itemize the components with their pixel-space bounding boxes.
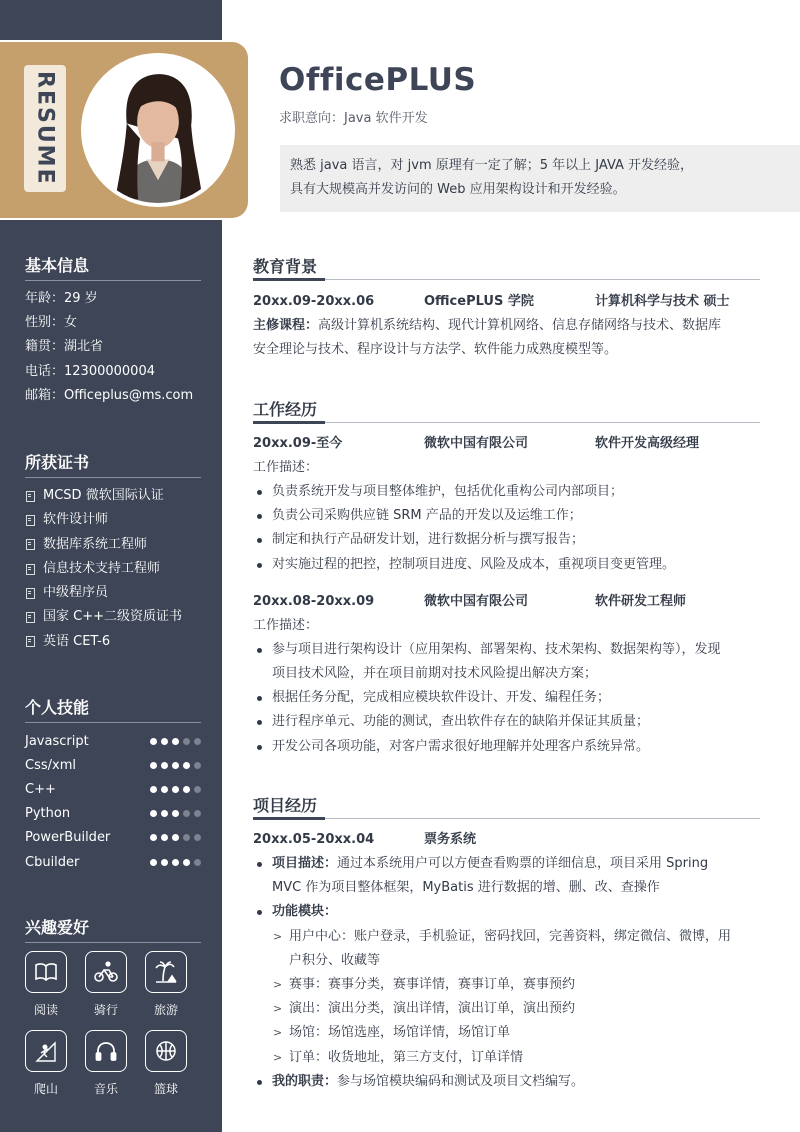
skill-dot: [172, 859, 179, 866]
education-school: OfficePLUS 学院: [424, 294, 534, 309]
skill-name: Javascript: [25, 733, 89, 749]
skill-name: PowerBuilder: [25, 830, 111, 846]
cert-item: 中级程序员: [25, 581, 201, 605]
skill-dot: [194, 834, 201, 841]
hobby-climbing: 爬山: [25, 1030, 67, 1097]
palm-tree-icon: [145, 951, 187, 993]
job-row: [253, 432, 760, 456]
skill-dot: [150, 762, 157, 769]
info-email: 邮箱：Officeplus@ms.com: [25, 387, 194, 403]
module-item: > 订单：收货地址，第三方支付，订单详情: [271, 1046, 760, 1070]
education-courses: 主修课程：高级计算机系统结构、现代计算机网络、信息存储网络与技术、数据库: [253, 318, 722, 333]
job-desc-label: 工作描述：: [253, 460, 319, 475]
chevron-right-icon: >: [273, 978, 283, 992]
job-intention: 求职意向：Java 软件开发: [279, 111, 428, 126]
skill-dot: [150, 859, 157, 866]
job-bullet: 参与项目进行架构设计（应用架构、部署架构、技术架构、数据架构等），发现: [253, 638, 760, 662]
skill-name: C++: [25, 781, 56, 797]
section-title: 兴趣爱好: [25, 917, 201, 943]
job-row: [253, 590, 760, 614]
summary-line: 具有大规模高并发访问的 Web 应用架构设计和开发经验。: [290, 182, 626, 197]
basketball-icon: [145, 1030, 187, 1072]
cert-item: 国家 C++二级资质证书: [25, 605, 201, 629]
hobby-music: 音乐: [85, 1030, 127, 1097]
job-company: 微软中国有限公司: [424, 593, 529, 609]
cert-item: 软件设计师: [25, 508, 201, 532]
job-desc-label: 工作描述：: [253, 617, 319, 633]
skill-dot: [150, 786, 157, 793]
hobbies-section: [25, 917, 201, 1097]
project-modules-label: 功能模块：: [253, 900, 760, 924]
hobby-travel: 旅游: [145, 951, 187, 1018]
job-bullets: [253, 638, 760, 759]
module-item: > 场馆：场馆选座，场馆详情，场馆订单: [271, 1021, 760, 1045]
skill-dot: [172, 810, 179, 817]
climbing-icon: [25, 1030, 67, 1072]
basic-info-section: [25, 255, 201, 408]
skill-dot: [183, 859, 190, 866]
skill-dot: [172, 786, 179, 793]
skill-dot: [194, 738, 201, 745]
job-bullet: 根据任务分配，完成相应模块软件设计、开发、编程任务；: [253, 686, 760, 710]
education-major: 计算机科学与技术 硕士: [595, 294, 730, 309]
info-hometown: 籍贯：湖北省: [25, 339, 104, 355]
skill-level-dots: [150, 810, 201, 817]
project-desc-cont: MVC 作为项目整体框架，MyBatis 进行数据的增、删、改、查操作: [272, 880, 660, 896]
section-title: 基本信息: [25, 255, 201, 281]
skill-dot: [150, 738, 157, 745]
skill-dot: [183, 810, 190, 817]
skill-row: [25, 753, 201, 777]
skill-name: Css/xml: [25, 757, 76, 773]
certificate-icon: [25, 612, 35, 623]
project-section: [253, 795, 760, 1094]
job-bullet: 负责公司采购供应链 SRM 产品的开发以及运维工作；: [253, 504, 760, 528]
work-section: [253, 399, 760, 759]
skill-name: Python: [25, 806, 71, 822]
skill-dot: [183, 834, 190, 841]
section-title: 教育背景: [253, 256, 760, 280]
certificate-icon: [25, 515, 35, 526]
skill-row: [25, 802, 201, 826]
education-date: 20xx.09-20xx.06: [253, 294, 375, 309]
job-bullets: [253, 480, 760, 577]
certificates-section: [25, 452, 201, 654]
applicant-name: OfficePLUS: [279, 62, 477, 98]
certificate-icon: [25, 588, 35, 599]
summary-line: 熟悉 java 语言，对 jvm 原理有一定了解；5 年以上 JAVA 开发经验，: [290, 158, 694, 173]
skill-dot: [150, 834, 157, 841]
job-bullet-cont: 项目技术风险，并在项目前期对技术风险提出解决方案；: [272, 666, 598, 682]
job-bullet: 负责系统开发与项目整体维护，包括优化重构公司内部项目；: [253, 480, 760, 504]
project-bullets: [253, 852, 760, 925]
section-title: 所获证书: [25, 452, 201, 478]
cert-item: MCSD 微软国际认证: [25, 484, 201, 508]
skill-dot: [161, 834, 168, 841]
hobby-reading: 阅读: [25, 951, 67, 1018]
skill-dot: [183, 786, 190, 793]
book-icon: [25, 951, 67, 993]
skills-list: [25, 729, 201, 874]
skill-name: Cbuilder: [25, 854, 80, 870]
skill-level-dots: [150, 786, 201, 793]
job-bullet: 进行程序单元、功能的测试，查出软件存在的缺陷并保证其质量；: [253, 710, 760, 734]
skill-dot: [194, 762, 201, 769]
project-row: [253, 828, 760, 852]
chevron-right-icon: >: [273, 929, 283, 943]
skill-dot: [172, 834, 179, 841]
module-list: [271, 925, 760, 1070]
skill-dot: [194, 810, 201, 817]
skill-level-dots: [150, 738, 201, 745]
certificate-icon: [25, 636, 35, 647]
hobby-basketball: 篮球: [145, 1030, 187, 1097]
skill-dot: [161, 859, 168, 866]
education-row: [253, 290, 760, 314]
job-position: 软件研发工程师: [595, 593, 687, 609]
skill-level-dots: [150, 762, 201, 769]
skill-dot: [172, 762, 179, 769]
skill-dot: [172, 738, 179, 745]
hobby-cycling: 骑行: [85, 951, 127, 1018]
project-name: 票务系统: [424, 832, 477, 847]
skill-row: [25, 826, 201, 850]
project-date: 20xx.05-20xx.04: [253, 832, 375, 847]
skill-dot: [194, 859, 201, 866]
job-bullet: 制定和执行产品研发计划，进行数据分析与撰写报告；: [253, 528, 760, 552]
cert-item: 数据库系统工程师: [25, 533, 201, 557]
avatar: [81, 53, 235, 207]
education-courses-cont: 安全理论与技术、程序设计与方法学、软件能力成熟度模型等。: [253, 342, 618, 357]
job-bullet: 对实施过程的把控，控制项目进度、风险及成本，重视项目变更管理。: [253, 553, 760, 577]
info-gender: 性别：女: [25, 315, 78, 331]
chevron-right-icon: >: [273, 1002, 283, 1016]
module-item-cont: 户积分、收藏等: [289, 952, 381, 968]
education-section: [253, 256, 760, 362]
section-title: 个人技能: [25, 697, 201, 723]
bicycle-icon: [85, 951, 127, 993]
info-age: 年龄：29 岁: [25, 291, 98, 306]
project-duty-list: [253, 1070, 760, 1094]
chevron-right-icon: >: [273, 1050, 283, 1064]
section-title: 项目经历: [253, 795, 760, 819]
skill-dot: [161, 786, 168, 793]
job-date: 20xx.09-至今: [253, 436, 343, 451]
cert-item: 英语 CET-6: [25, 630, 201, 654]
chevron-right-icon: >: [273, 1026, 283, 1040]
skill-level-dots: [150, 834, 201, 841]
cert-item: 信息技术支持工程师: [25, 557, 201, 581]
hobby-grid: [25, 951, 201, 1097]
certificate-icon: [25, 539, 35, 550]
job-date: 20xx.08-20xx.09: [253, 593, 375, 609]
skill-dot: [161, 762, 168, 769]
certificate-icon: [25, 564, 35, 575]
skill-row: [25, 777, 201, 801]
skill-dot: [161, 810, 168, 817]
module-item: > 赛事：赛事分类，赛事详情，赛事订单，赛事预约: [271, 973, 760, 997]
certificate-icon: [25, 491, 35, 502]
section-title: 工作经历: [253, 399, 760, 423]
skill-dot: [194, 786, 201, 793]
project-duty: 我的职责：参与场馆模块编码和测试及项目文档编写。: [253, 1070, 760, 1094]
skills-section: [25, 697, 201, 874]
summary-box: [280, 145, 800, 212]
skill-row: [25, 850, 201, 874]
job-bullet: 开发公司各项功能，对客户需求很好地理解并处理客户系统异常。: [253, 735, 760, 759]
resume-tag: RESUME: [24, 65, 66, 192]
project-desc: 项目描述：通过本系统用户可以方便查看购票的详细信息，项目采用 Spring: [253, 852, 760, 876]
skill-dot: [150, 810, 157, 817]
module-item: > 用户中心：账户登录，手机验证，密码找回，完善资料，绑定微信、微博，用: [271, 925, 760, 949]
headphones-icon: [85, 1030, 127, 1072]
job-company: 微软中国有限公司: [424, 436, 529, 451]
module-item: > 演出：演出分类，演出详情，演出订单，演出预约: [271, 997, 760, 1021]
info-phone: 电话：12300000004: [25, 363, 155, 379]
skill-level-dots: [150, 859, 201, 866]
job-position: 软件开发高级经理: [595, 436, 700, 451]
skill-dot: [161, 738, 168, 745]
skill-dot: [183, 762, 190, 769]
skill-row: [25, 729, 201, 753]
portrait-image: [85, 57, 231, 203]
skill-dot: [183, 738, 190, 745]
